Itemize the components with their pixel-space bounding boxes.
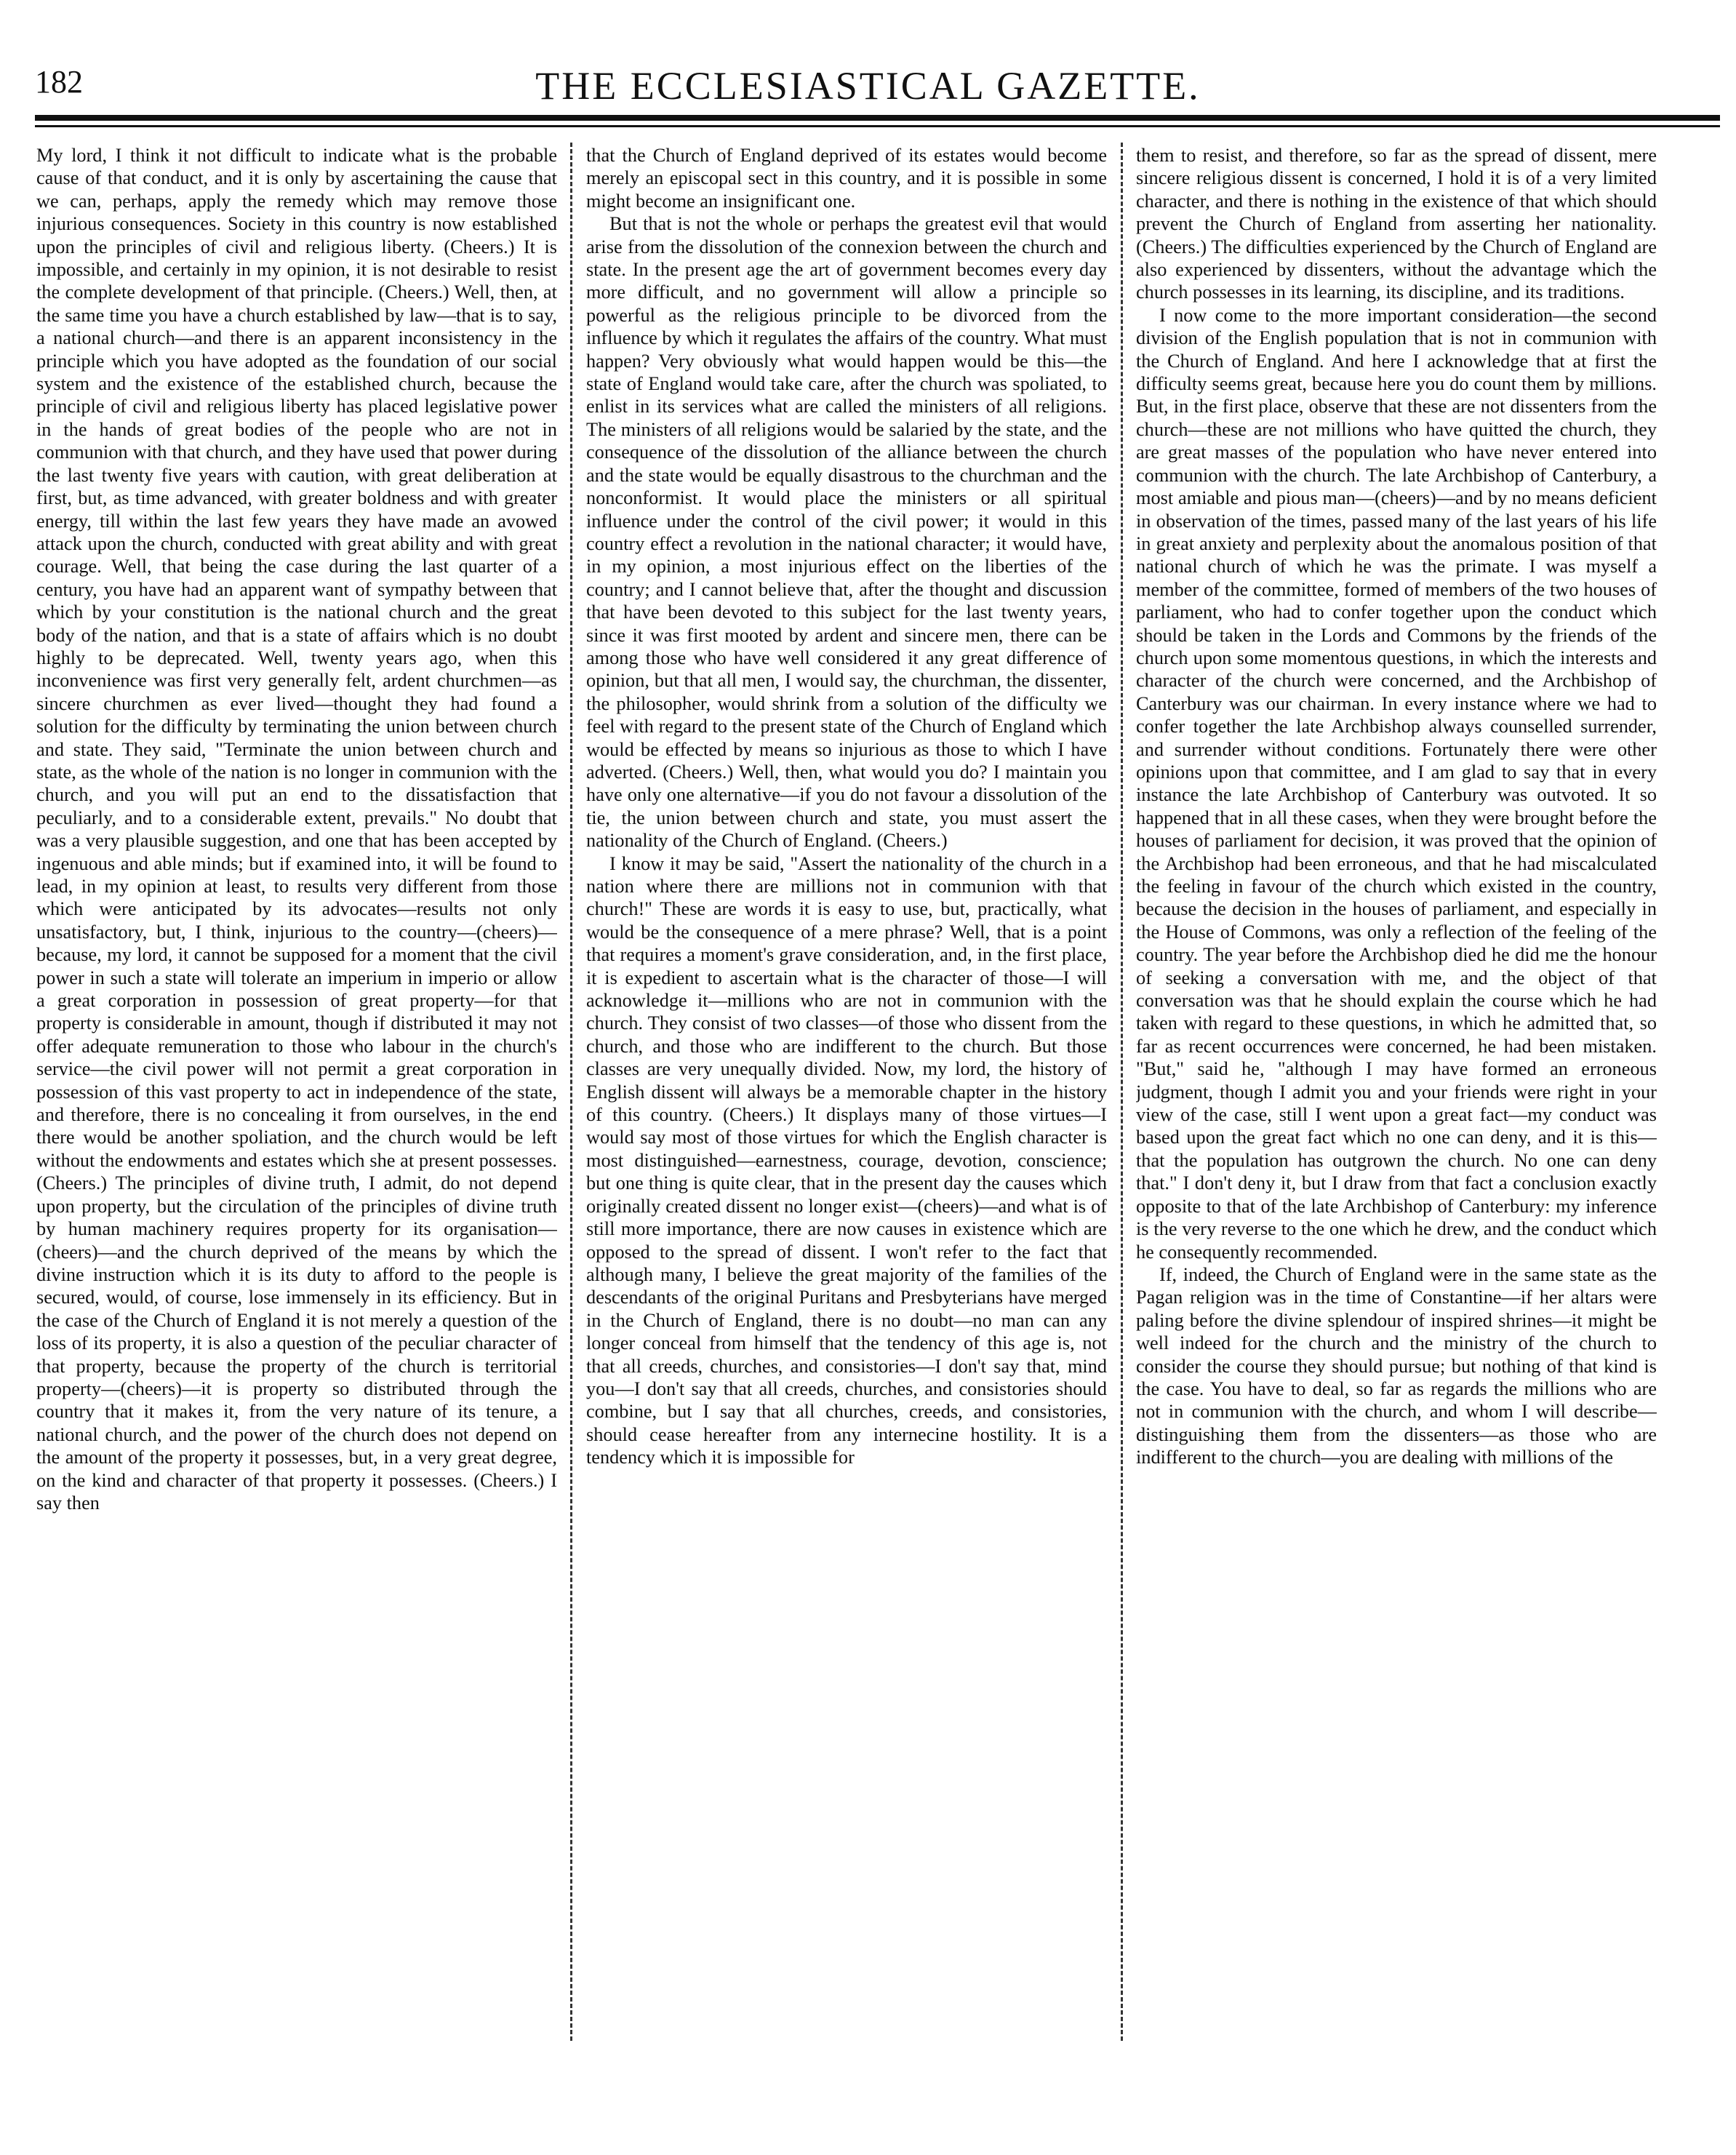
- header-rule-thin: [35, 125, 1720, 127]
- paragraph: If, indeed, the Church of England were in the same state as the Pagan religion was in the time of Constantine—if her altars were paling before the divine splendour of inspired shrines—it might be well indeed for the church and the ministry of the church to consider the course they should pursue; but nothing of that kind is the case. You have to deal, so far as regards the millions who are not in communion with the church, and whom I will describe—distinguishing them from the dissenters—as those who are indifferent to the church—you are dealing with millions of the: [1136, 1263, 1657, 1468]
- column-divider: [570, 143, 572, 2041]
- text-column-1: [36, 144, 557, 2035]
- paragraph: that the Church of England deprived of its estates would become merely an episcopal sect in this country, and it is possible in some might become an insignificant one.: [586, 145, 1107, 212]
- masthead-title: THE ECCLESIASTICAL GAZETTE.: [535, 64, 1201, 108]
- paragraph: I know it may be said, "Assert the nationality of the church in a nation where there are millions not in communion with that church!" These are words it is easy to use, but, practically, what would be the consequence of a mere phrase? Well, that is a point that requires a moment's grave consideration, and, in the first place, it is expedient to ascertain what is the character of those—I will acknowledge it—millions who are not in communion with the church. They consist of two classes—of those who dissent from the church, and those who are indifferent to the church. But those classes are very unequally divided. Now, my lord, the history of English dissent will always be a memorable chapter in the history of this country. (Cheers.) It displays many of those virtues—I would say most of those virtues for which the English character is most distinguished—earnestness, courage, devotion, conscience; but one thing is quite clear, that in the present day the causes which originally created dissent no longer exist—(cheers)—and what is of still more importance, there are now causes in existence which are opposed to the spread of dissent. I won't refer to the fact that although many, I believe the great majority of the families of the descendants of the original Puritans and Presbyterians have merged in the Church of England, there is no doubt—no man can any longer conceal from himself that the tendency of this age is, not that all creeds, churches, and consistories—I don't say that, mind you—I don't say that all creeds, churches, and consistories should combine, but I say that all churches, creeds, and consistories, should cease hereafter from any internecine hostility. It is a tendency which it is impossible for: [586, 852, 1107, 1468]
- page-number: 182: [35, 64, 83, 100]
- text-column-3: [1136, 144, 1657, 2035]
- paragraph: them to resist, and therefore, so far as the spread of dissent, mere sincere religious dissent is concerned, I hold it is of a very limited character, and there is nothing in the existence of that which should prevent the Church of England from asserting her nationality. (Cheers.) The difficulties experienced by the Church of England are also experienced by dissenters, without the advantage which the church possesses in its learning, its discipline, and its traditions.: [1136, 145, 1657, 303]
- column-divider: [1121, 143, 1123, 2041]
- paragraph: My lord, I think it not difficult to indicate what is the probable cause of that conduct, and it is only by ascertaining the cause that we can, perhaps, apply the remedy which may remove those injurious consequences. Society in this country is now established upon the principles of civil and religious liberty. (Cheers.) It is impossible, and certainly in my opinion, it is not desirable to resist the complete development of that principle. (Cheers.) Well, then, at the same time you have a church established by law—that is to say, a national church—and there is an apparent inconsistency in the principle which you have adopted as the foundation of our social system and the existence of the established church, because the principle of civil and religious liberty has placed legislative power in the hands of great bodies of the people who are not in communion with that church, and they have used that power during the last twenty five years with caution, with great deliberation at first, but, as time advanced, with greater boldness and with greater energy, till within the last few years they have made an avowed attack upon the church, conducted with great ability and with great courage. Well, that being the case during the last quarter of a century, you have had an apparent want of sympathy between that which by your constitution is the national church and the great body of the nation, and that is a state of affairs which is no doubt highly to be deprecated. Well, twenty years ago, when this inconvenience was first very generally felt, ardent churchmen—as sincere churchmen as ever lived—thought they had found a solution for the difficulty by terminating the union between church and state. They said, "Terminate the union between church and state, as the whole of the nation is no longer in communion with the church, and you will put an end to the dissatisfaction that peculiarly, and to a considerable extent, prevails." No doubt that was a very plausible suggestion, and one that has been accepted by ingenuous and able minds; but if examined into, it will be found to lead, in my opinion at least, to results very different from those which were anticipated by its advocates—results not only unsatisfactory, but, I think, injurious to the country—(cheers)—because, my lord, it cannot be supposed for a moment that the civil power in such a state will tolerate an imperium in imperio or allow a great corporation in possession of great property—for that property is considerable in amount, though if distributed it may not offer adequate remuneration to those who labour in the church's service—the civil power will not permit a great corporation in possession of this vast property to act in independence of the state, and therefore, there is no concealing it from ourselves, in the end there would be another spoliation, and the church would be left without the endowments and estates which she at present possesses. (Cheers.) The principles of divine truth, I admit, do not depend upon property, but the circulation of the principles of divine truth by human machinery requires property for its organisation—(cheers)—and the church deprived of the means by which the divine instruction which it is its duty to afford to the people is secured, would, of course, lose immensely in its efficiency. But in the case of the Church of England it is not merely a question of the loss of its property, it is also a question of the peculiar character of that property, because the property of the church is territorial property—(cheers)—it is property so distributed through the country that it makes it, from the very nature of its tenure, a national church, and the power of the church does not depend on the amount of the property it possesses, but, in a very great degree, on the kind and character of that property it possesses. (Cheers.) I say then: [36, 145, 557, 1514]
- paragraph: But that is not the whole or perhaps the greatest evil that would arise from the dissolution of the connexion between the church and state. In the present age the art of government becomes every day more difficult, and no government will allow a principle so powerful as the religious principle to be divorced from the influence by which it regulates the affairs of the country. What must happen? Very obviously what would happen would be this—the state of England would take care, after the church was spoliated, to enlist in its services what are called the ministers of all religions. The ministers of all religions would be salaried by the state, and the consequence of the dissolution of the alliance between the church and the state would be equally disastrous to the churchman and the nonconformist. It would place the ministers or all spiritual influence under the control of the civil power; it would in this country effect a revolution in the national character; it would have, in my opinion, a most injurious effect on the liberties of the country; and I cannot believe that, after the thought and discussion that have been devoted to this subject for the last twenty years, since it was first mooted by ardent and sincere men, there can be among those who have well considered it any great difference of opinion, but that all men, I would say, the churchman, the dissenter, the philosopher, would shrink from a solution of the difficulty we feel with regard to the present state of the Church of England which would be effected by means so injurious as those to which I have adverted. (Cheers.) Well, then, what would you do? I maintain you have only one alternative—if you do not favour a dissolution of the tie, the union between church and state, you must assert the nationality of the Church of England. (Cheers.): [586, 213, 1107, 852]
- header-rule-thick: [35, 115, 1720, 121]
- paragraph: I now come to the more important consideration—the second division of the English population that is not in communion with the Church of England. And here I acknowledge that at first the difficulty seems great, because here you do count them by millions. But, in the first place, observe that these are not dissenters from the church—these are not millions who have quitted the church, they are great masses of the population who have never entered into communion with the church. The late Archbishop of Canterbury, a most amiable and pious man—(cheers)—and by no means deficient in observation of the times, passed many of the last years of his life in great anxiety and perplexity about the anomalous position of that national church of which he was the primate. I was myself a member of the committee, formed of members of the two houses of parliament, who had to confer together upon the conduct which should be taken in the Lords and Commons by the friends of the church upon some momentous questions, in which the interests and character of the church were concerned, and the Archbishop of Canterbury was our chairman. In every instance where we had to confer together the late Archbishop always counselled surrender, and surrender without conditions. Fortunately there were other opinions upon that committee, and I am glad to say that in every instance the late Archbishop of Canterbury was outvoted. It so happened that in all these cases, when they were brought before the houses of parliament for decision, it was proved that the opinion of the Archbishop had been erroneous, and that he had miscalculated the feeling in favour of the church which existed in the country, because the decision in the houses of parliament, and especially in the House of Commons, was only a reflection of the feeling of the country. The year before the Archbishop died he did me the honour of seeking a conversation with me, and the object of that conversation was that he should explain the course which he had taken with regard to these questions, in which he admitted that, so far as recent occurrences were concerned, he had been mistaken. "But," said he, "although I may have formed an erroneous judgment, though I admit you and your friends were right in your view of the case, still I went upon a great fact—my conduct was based upon the great fact which no one can deny, and it is this—that the population has outgrown the church. No one can deny that." I don't deny it, but I draw from that fact a conclusion exactly opposite to that of the late Archbishop of Canterbury: my inference is the very reverse to the one which he drew, and the conduct which he consequently recommended.: [1136, 304, 1657, 1263]
- text-column-2: [586, 144, 1107, 2035]
